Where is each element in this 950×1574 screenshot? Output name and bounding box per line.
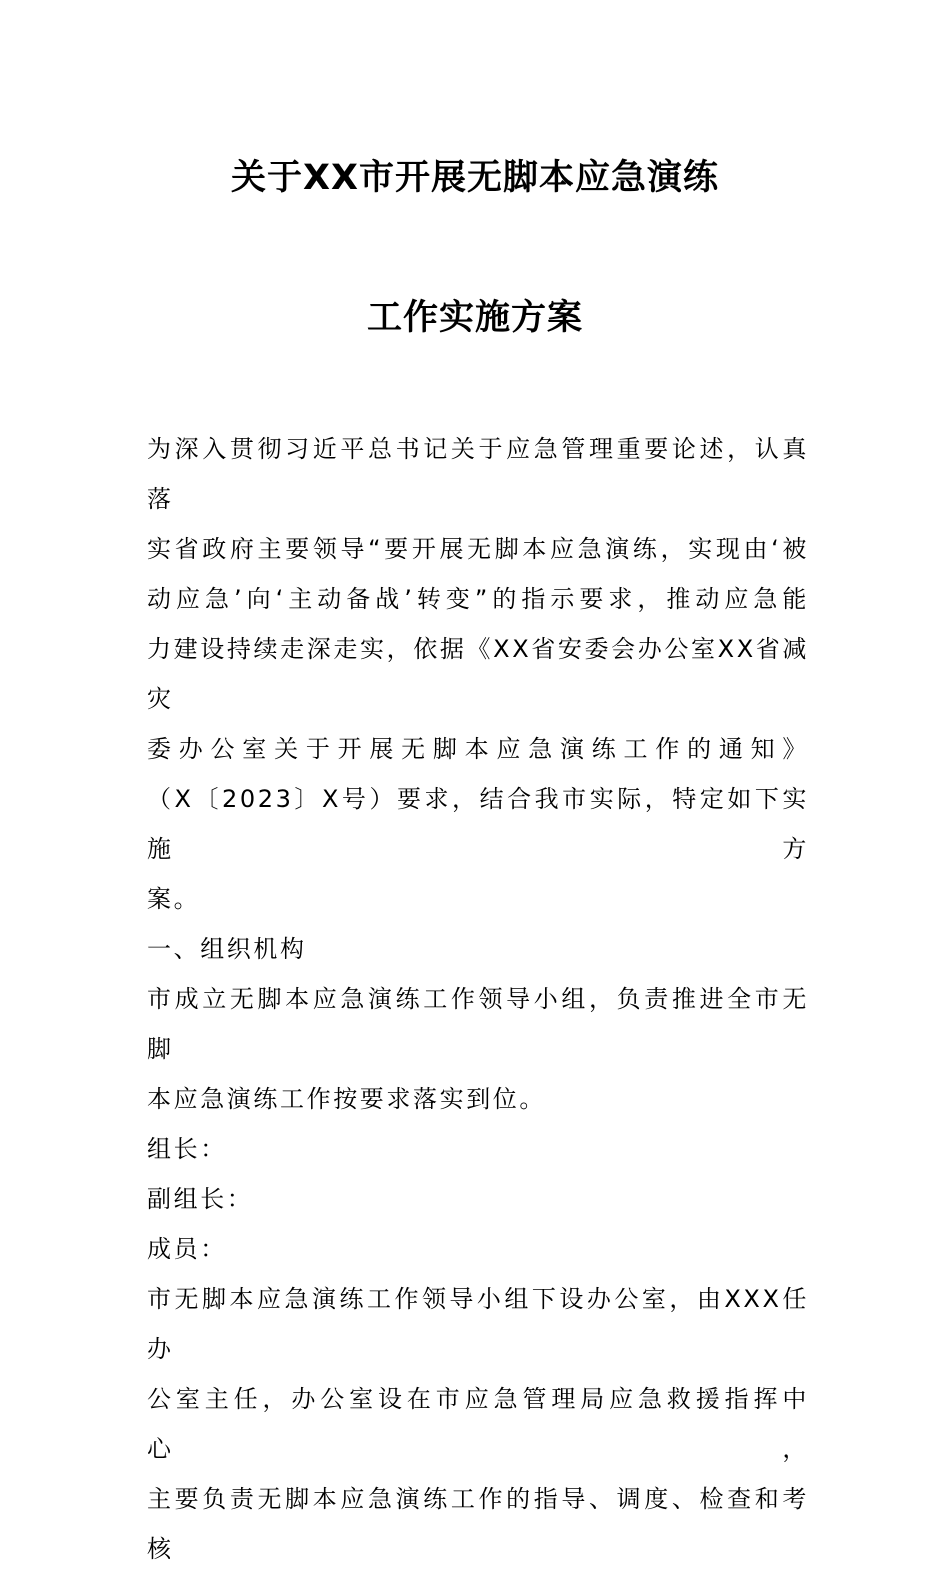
body-line: 成员： [147, 1235, 227, 1263]
body-line: 实省政府主要领导“要开展无脚本应急演练，实现由‘被 [147, 535, 809, 563]
body-line: 市无脚本应急演练工作领导小组下设办公室，由XXX任办 [147, 1285, 809, 1363]
body-line: 案。 [147, 885, 201, 913]
section-heading: 一、组织机构 [147, 935, 307, 963]
body-line: 委办公室关于开展无脚本应急演练工作的通知》 [147, 735, 809, 763]
document-title-line-2: 工作实施方案 [366, 298, 583, 338]
body-line: 副组长： [147, 1185, 254, 1213]
body-line: 市成立无脚本应急演练工作领导小组，负责推进全市无脚 [147, 985, 809, 1063]
body-line: 为深入贯彻习近平总书记关于应急管理重要论述，认真落 [147, 435, 809, 513]
body-line: （X〔2023〕X号）要求，结合我市实际，特定如下实施方 [147, 785, 809, 863]
document-body [147, 424, 809, 1574]
body-line: 公室主任，办公室设在市应急管理局应急救援指挥中心， [147, 1385, 809, 1463]
body-line: 动应急’向‘主动备战’转变”的指示要求，推动应急能 [147, 585, 809, 613]
document-title-line-1: 关于XX市开展无脚本应急演练 [231, 158, 719, 198]
body-line: 力建设持续走深走实，依据《XX省安委会办公室XX省减灾 [147, 635, 809, 713]
body-line: 本应急演练工作按要求落实到位。 [147, 1085, 546, 1113]
body-line: 主要负责无脚本应急演练工作的指导、调度、检查和考核 [147, 1485, 809, 1563]
body-line: 组长： [147, 1135, 227, 1163]
